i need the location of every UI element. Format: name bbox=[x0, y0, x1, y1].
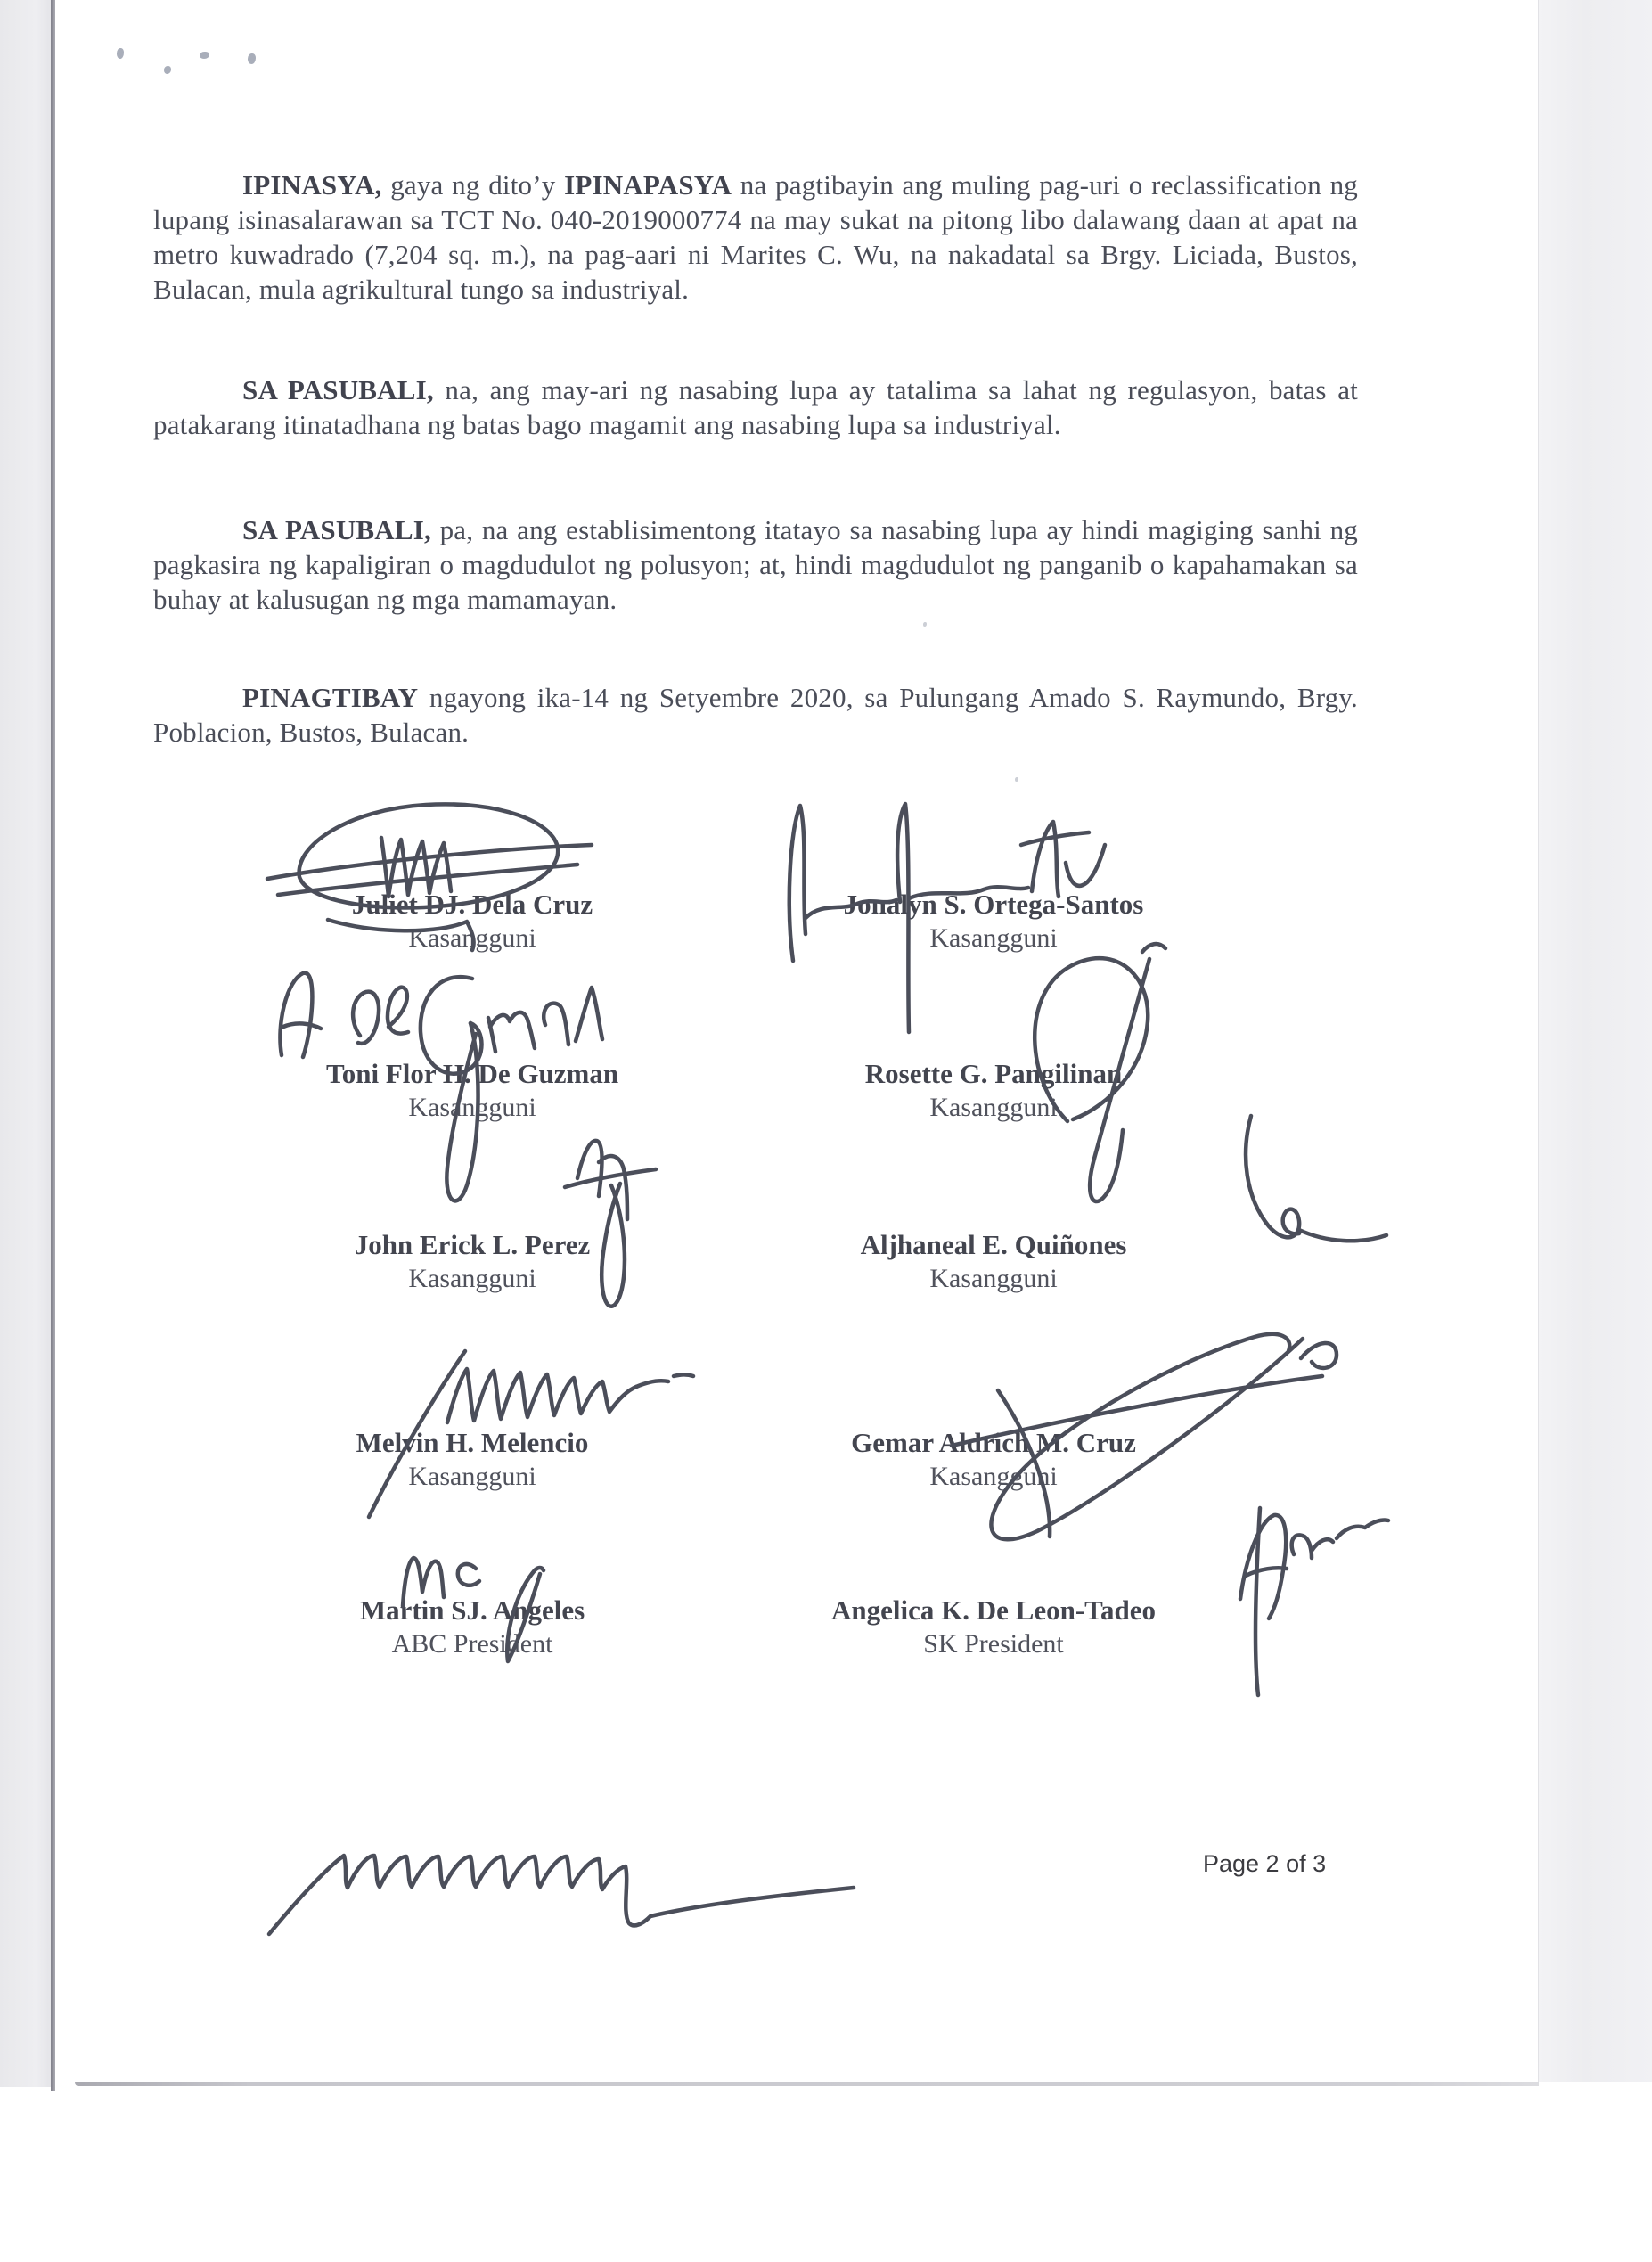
paragraph-ipinasya bbox=[153, 168, 1358, 307]
signatory-block bbox=[183, 888, 762, 955]
signatory-block bbox=[704, 1426, 1283, 1494]
signatory-block bbox=[183, 1228, 762, 1296]
dust-speck bbox=[200, 52, 209, 59]
signatory-title: Kasangguni bbox=[408, 923, 536, 953]
signatory-title: Kasangguni bbox=[929, 1462, 1058, 1491]
signatory-name: Aljhaneal E. Quiñones bbox=[860, 1229, 1127, 1260]
signatory-block bbox=[183, 1426, 762, 1494]
signatory-name: Juliet DJ. Dela Cruz bbox=[351, 889, 593, 920]
signatory-block bbox=[704, 1057, 1283, 1125]
signatory-block bbox=[183, 1057, 762, 1125]
signatory-block bbox=[704, 888, 1283, 955]
dust-speck bbox=[164, 66, 171, 74]
scan-edge-left-line bbox=[51, 0, 55, 2091]
paragraph-text: IPINASYA, bbox=[242, 169, 382, 201]
paragraph-text: PINAGTIBAY bbox=[242, 682, 419, 713]
signatory-title: Kasangguni bbox=[929, 1093, 1058, 1122]
page-bottom-edge-shadow bbox=[75, 2082, 1539, 2086]
dust-speck bbox=[117, 48, 124, 59]
signature-bottom-squiggle bbox=[269, 1856, 854, 1934]
signatory-title: Kasangguni bbox=[408, 1264, 536, 1293]
paragraph-text: na, ang may-ari ng nasabing lupa ay tatalima sa lahat ng regulasyon, batas at patakarang itinatadhana ng batas bago magamit ang nasabing lupa sa industriyal. bbox=[153, 374, 1358, 440]
paragraph-text: pa, na ang establisimentong itatayo sa nasabing lupa ay hindi magiging sanhi ng pagkasira ng kapaligiran o magdudulot ng polusyon; at, hindi magdudulot ng panganib o kapahamakan sa buhay at kalusugan ng mga mamamayan. bbox=[153, 514, 1358, 615]
paragraph-pinagtibay bbox=[153, 680, 1358, 750]
scan-edge-left bbox=[0, 0, 52, 2087]
signatory-name: Martin SJ. Angeles bbox=[359, 1594, 585, 1626]
dust-speck bbox=[923, 622, 927, 627]
signatory-title: Kasangguni bbox=[929, 1264, 1058, 1293]
signatory-name: John Erick L. Perez bbox=[354, 1229, 591, 1260]
paragraph-text: SA PASUBALI, bbox=[242, 514, 431, 545]
signatory-name: Rosette G. Pangilinan bbox=[864, 1058, 1123, 1089]
signatory-block bbox=[183, 1594, 762, 1661]
signatory-title: SK President bbox=[923, 1629, 1064, 1659]
signatory-block bbox=[704, 1228, 1283, 1296]
signatory-name: Toni Flor H. De Guzman bbox=[325, 1058, 619, 1089]
scan-edge-right bbox=[1538, 0, 1652, 2082]
page-number-label: Page 2 of 3 bbox=[1203, 1850, 1327, 1877]
dust-speck bbox=[248, 53, 256, 64]
paragraph-text: gaya ng dito’y bbox=[381, 169, 565, 201]
signature-aljhaneal-quinones bbox=[1246, 1116, 1386, 1241]
signatory-title: Kasangguni bbox=[408, 1462, 536, 1491]
paragraph-text: na pagtibayin ang muling pag-uri o reclassification ng lupang isinasalarawan sa TCT No. 040-2019000774 na may sukat na pitong libo dalawang daan at apat na metro kuwadrado (7,204 sq. m.), na pag-aari ni Marites C. Wu, na nakadatal sa Brgy. Liciada, Bustos, Bulacan, mula agrikultural tungo sa industriyal. bbox=[153, 169, 1358, 305]
paragraph-text: ngayong ika-14 ng Setyembre 2020, sa Pulungang Amado S. Raymundo, Brgy. Poblacion, Bustos, Bulacan. bbox=[153, 682, 1358, 748]
dust-speck bbox=[1015, 777, 1018, 782]
signatory-title: Kasangguni bbox=[929, 923, 1058, 953]
signatory-name: Melvin H. Melencio bbox=[356, 1427, 589, 1458]
signatory-block bbox=[704, 1594, 1283, 1661]
signatory-name: Gemar Aldrich M. Cruz bbox=[851, 1427, 1136, 1458]
paragraph-sa-pasubali-1 bbox=[153, 373, 1358, 442]
signatory-title: Kasangguni bbox=[408, 1093, 536, 1122]
signatory-title: ABC President bbox=[391, 1629, 553, 1659]
signatory-name: Angelica K. De Leon-Tadeo bbox=[831, 1594, 1156, 1626]
paragraph-sa-pasubali-2 bbox=[153, 512, 1358, 617]
paragraph-text: IPINAPASYA bbox=[564, 169, 732, 201]
paragraph-text: SA PASUBALI, bbox=[242, 374, 434, 406]
signatory-name: Jonalyn S. Ortega-Santos bbox=[843, 889, 1144, 920]
